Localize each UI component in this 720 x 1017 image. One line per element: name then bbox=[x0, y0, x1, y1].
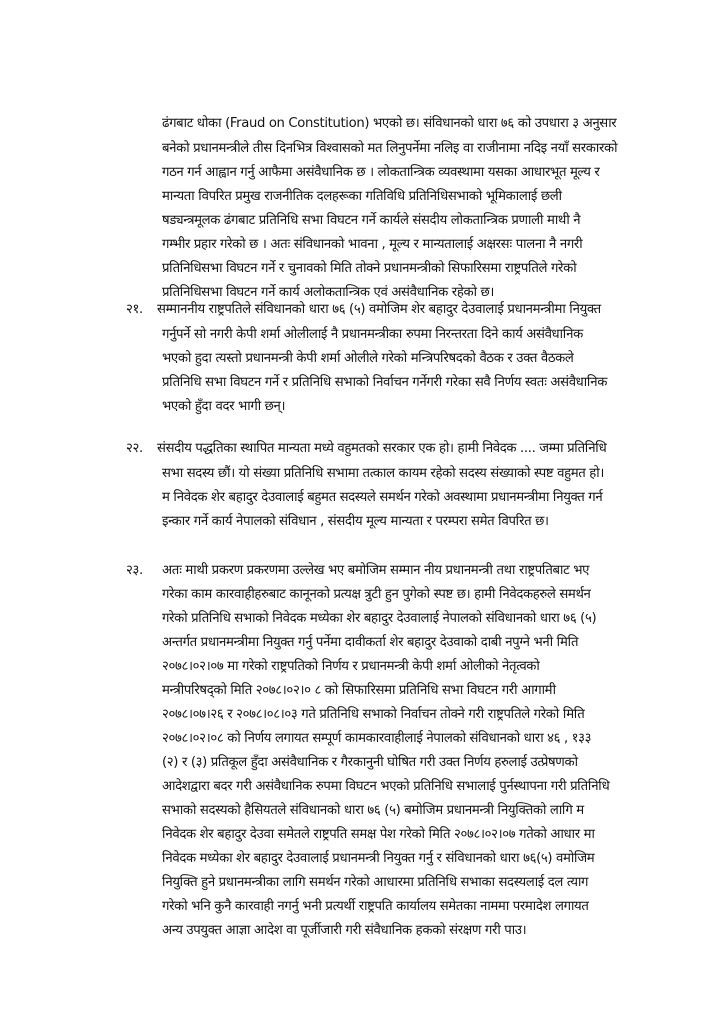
clause-first-line bbox=[126, 439, 606, 459]
clause-line: अन्य उपयुक्त आज्ञा आदेश वा पूर्जीजारी गरी संवैधानिक हकको संरक्षण गरी पाउ। bbox=[162, 923, 527, 938]
clause-line: (२) र (३) प्रतिकूल हुँदा असंवैधानिक र गैरकानुनी घोषित गरी उक्त निर्णय हरुलाई उत्प्रेषणको bbox=[162, 755, 578, 770]
clause-line: भएको हुदा त्यस्तो प्रधानमन्त्री केपी शर्मा ओलीले गरेको मन्त्रिपरिषदको वैठक र उक्त वैठकले bbox=[162, 351, 574, 366]
clause-number: २२. bbox=[126, 441, 143, 456]
clause-line: २०७८।०७।२६ र २०७८।०८।०३ गते प्रतिनिधि सभाको निर्वाचन तोक्ने गरी राष्ट्रपतिले गरेको मिति bbox=[162, 707, 585, 722]
clause-line: सभा सदस्य छौं। यो संख्या प्रतिनिधि सभामा तत्काल कायम रहेको सदस्य संख्याको स्पष्ट वहुमत हो। bbox=[162, 466, 604, 481]
clause-line: संसदीय पद्धतिका स्थापित मान्यता मध्ये वहुमतको सरकार एक हो। हामी निवेदक .... जम्मा प्रतिनिधि bbox=[157, 441, 607, 456]
intro-line: प्रतिनिधिसभा विघटन गर्ने र चुनावको मिति तोक्ने प्रधानमन्त्रीको सिफारिसमा राष्ट्रपतिले गरेको bbox=[162, 261, 577, 276]
intro-line: गठन गर्न आह्वान गर्नु आफैमा असंवैधानिक छ । लोकतान्त्रिक व्यवस्थामा यसका आधारभूत मूल्य र bbox=[162, 165, 600, 180]
clause-line: भएको हुँदा वदर भागी छन्। bbox=[162, 399, 286, 414]
clause-line: २०७८।०२।०७ मा गरेको राष्ट्रपतिको निर्णय र प्रधानमन्त्री केपी शर्मा ओलीको नेतृत्वको bbox=[162, 659, 540, 674]
clause-line: सम्माननीय राष्ट्रपतिले संविधानको धारा ७६ (५) वमोजिम शेर बहादुर देउवालाई प्रधानमन्त्रीमा नियुक्त bbox=[157, 302, 601, 317]
clause-line: २०७८।०२।०८ को निर्णय लगायत सम्पूर्ण कामकारवाहीलाई नेपालको संविधानको धारा ४६ , १३३ bbox=[162, 731, 592, 746]
clause-line: आदेशद्वारा बदर गरी असंवैधानिक रुपमा विघटन भएको प्रतिनिधि सभालाई पुर्नस्थापना गरी प्रतिनिधि bbox=[162, 779, 610, 794]
clause-line: निवेदक मध्येका शेर बहादुर देउवालाई प्रधानमन्त्री नियुक्त गर्नु र संविधानको धारा ७६(५) वमोजिम bbox=[162, 851, 595, 866]
clause-line: प्रतिनिधि सभा विघटन गर्ने र प्रतिनिधि सभाको निर्वाचन गर्नेगरी गरेका सवै निर्णय स्वतः असंवैधानिक bbox=[162, 375, 608, 390]
intro-line: ढंगबाट धोका (Fraud on Constitution) भएको छ। संविधानको धारा ७६ को उपधारा ३ अनुसार bbox=[162, 116, 617, 131]
clause-line: सभाको सदस्यको हैसियतले संविधानको धारा ७६ (५) बमोजिम प्रधानमन्त्री नियुक्तिको लागि म bbox=[162, 803, 584, 818]
intro-line: मान्यता विपरित प्रमुख राजनीतिक दलहरूका गतिविधि प्रतिनिधिसभाको भूमिकालाई छली bbox=[162, 189, 562, 204]
clause-line: इन्कार गर्ने कार्य नेपालको संविधान , संसदीय मूल्य मान्यता र परम्परा समेत विपरित छ। bbox=[162, 514, 549, 529]
clause-line: म निवेदक शेर बहादुर देउवालाई बहुमत सदस्यले समर्थन गरेको अवस्थामा प्रधानमन्त्रीमा नियुक्त गर्न bbox=[162, 490, 603, 505]
clause-line: अतः माथी प्रकरण प्रकरणमा उल्लेख भए बमोजिम सम्मान नीय प्रधानमन्त्री तथा राष्ट्रपतिबाट भए bbox=[162, 563, 590, 578]
intro-line: बनेको प्रधानमन्त्रीले तीस दिनभित्र विश्वासको मत लिनुपर्नेमा नलिइ वा राजीनामा नदिइ नयाँ सरकारको bbox=[162, 141, 618, 156]
clause-line: गरेको प्रतिनिधि सभाको निवेदक मध्येका शेर बहादुर देउवालाई नेपालको संविधानको धारा ७६ (५) bbox=[162, 611, 597, 626]
intro-line: गम्भीर प्रहार गरेको छ । अतः संविधानको भावना , मूल्य र मान्यतालाई अक्षरसः पालना नै नगरी bbox=[162, 237, 583, 252]
clause-line: गरेका काम कारवाहीहरुबाट कानूनको प्रत्यक्ष त्रुटी हुन पुगेको स्पष्ट छ। हामी निवेदकहरुले समर्थन bbox=[162, 587, 591, 602]
clause-number: २१. bbox=[126, 302, 143, 317]
clause-first-line bbox=[126, 561, 589, 581]
clause-number: २३. bbox=[126, 563, 143, 578]
clause-line: मन्त्रीपरिषद्को मिति २०७८।०२।० ८ को सिफारिसमा प्रतिनिधि सभा विघटन गरी आगामी bbox=[162, 683, 556, 698]
clause-line: निवेदक शेर बहादुर देउवा समेतले राष्ट्रपति समक्ष पेश गरेको मिति २०७८।०२।०७ गतेको आधार मा bbox=[162, 827, 595, 842]
clause-line: नियुक्ति हुने प्रधानमन्त्रीका लागि समर्थन गरेको आधारमा प्रतिनिधि सभाका सदस्यलाई दल त्याग bbox=[162, 875, 589, 890]
intro-line: षड्यन्त्रमूलक ढंगबाट प्रतिनिधि सभा विघटन गर्ने कार्यले संसदीय लोकतान्त्रिक प्रणाली माथी नै bbox=[162, 213, 581, 228]
clause-first-line bbox=[126, 300, 601, 320]
intro-line: प्रतिनिधिसभा विघटन गर्ने कार्य अलोकतान्त्रिक एवं असंवैधानिक रहेको छ। bbox=[162, 285, 495, 300]
clause-line: गरेको भनि कुनै कारवाही नगर्नु भनी प्रत्यर्थी राष्ट्रपति कार्यालय समेतका नाममा परमादेश लगायत bbox=[162, 899, 589, 914]
clause-line: अन्तर्गत प्रधानमन्त्रीमा नियुक्त गर्नु पर्नेमा दावीकर्ता शेर बहादुर देउवाको दाबी नपुग्ने भनी मिति bbox=[162, 635, 579, 650]
clause-line: गर्नुपर्ने सो नगरी केपी शर्मा ओलीलाई नै प्रधानमन्त्रीका रुपमा निरन्तरता दिने कार्य असंवैधानिक bbox=[162, 327, 583, 342]
